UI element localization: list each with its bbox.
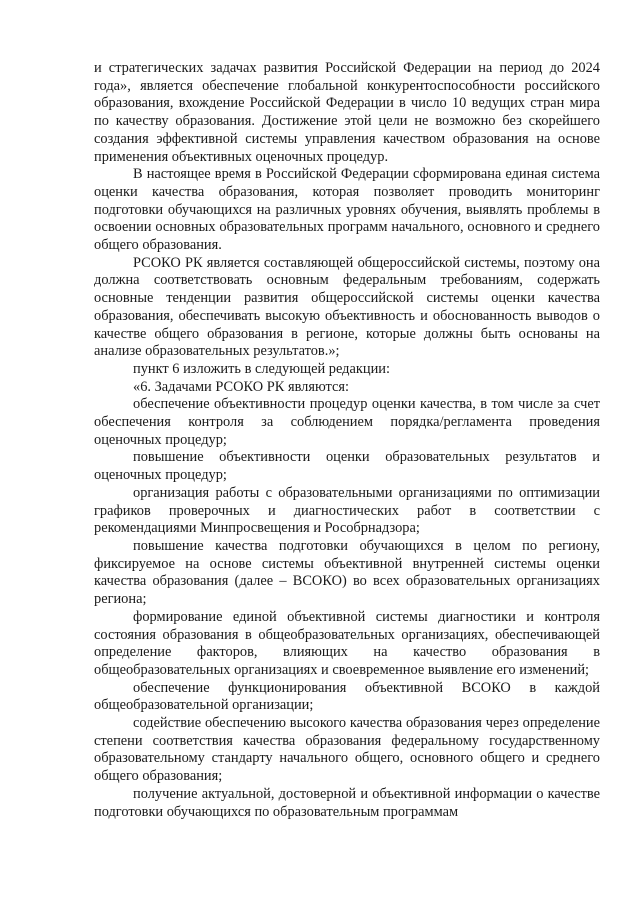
- list-item-task: содействие обеспечению высокого качества образования через определение степени соответствия качества образования федеральному государственному образовательному стандарту начального общего, основного общего и среднего общего образования;: [94, 715, 600, 785]
- list-item-task: повышение качества подготовки обучающихся в целом по региону, фиксируемое на основе системы объективной внутренней системы оценки качества образования (далее – ВСОКО) во всех образовательных организациях региона;: [94, 537, 600, 608]
- document-body: [94, 60, 600, 821]
- paragraph-amendment-point-6: пункт 6 изложить в следующей редакции:: [133, 360, 390, 377]
- list-item-task: организация работы с образовательными организациями по оптимизации графиков проверочных и диагностических работ в соответствии с рекомендациями Минпросвещения и Рособрнадзора;: [94, 484, 600, 537]
- paragraph-rsoko: РСОКО РК является составляющей общероссийской системы, поэтому она должна соответствовать основным федеральным требованиям, содержать основные тенденции развития общероссийской системы оценки качества образования, обеспечивать высокую объективность и обоснованность выводов о качестве общего образования в регионе, которые должны быть основаны на анализе образовательных результатов.»;: [94, 254, 600, 360]
- paragraph-tasks-heading: «6. Задачами РСОКО РК являются:: [133, 378, 349, 395]
- list-item-task: получение актуальной, достоверной и объективной информации о качестве подготовки обучающихся по образовательным программам: [94, 785, 600, 820]
- list-item-task: обеспечение объективности процедур оценки качества, в том числе за счет обеспечения контроля за соблюдением порядка/регламента проведения оценочных процедур;: [94, 396, 600, 448]
- list-item-task: формирование единой объективной системы диагностики и контроля состояния образования в общеобразовательных организациях, обеспечивающей определение факторов, влияющих на качество образования в общеобразовательных организациях и своевременное выявление его изменений;: [94, 608, 600, 678]
- list-item-task: повышение объективности оценки образовательных результатов и оценочных процедур;: [94, 449, 600, 484]
- list-item-task: обеспечение функционирования объективной ВСОКО в каждой общеобразовательной организации;: [94, 679, 600, 714]
- paragraph-current-system: В настоящее время в Российской Федерации сформирована единая система оценки качества образования, которая позволяет проводить мониторинг подготовки обучающихся на различных уровнях обучения, выявлять проблемы в освоении основных образовательных программ начального, основного и среднего общего образования.: [94, 166, 600, 254]
- paragraph-continuation: и стратегических задачах развития Российской Федерации на период до 2024 года», является обеспечение глобальной конкурентоспособности российского образования, вхождение Российской Федерации в число 10 ведущих стран мира по качеству образования. Достижение этой цели не возможно без скорейшего создания эффективной системы управления качеством образования на основе применения объективных оценочных процедур.: [94, 60, 600, 165]
